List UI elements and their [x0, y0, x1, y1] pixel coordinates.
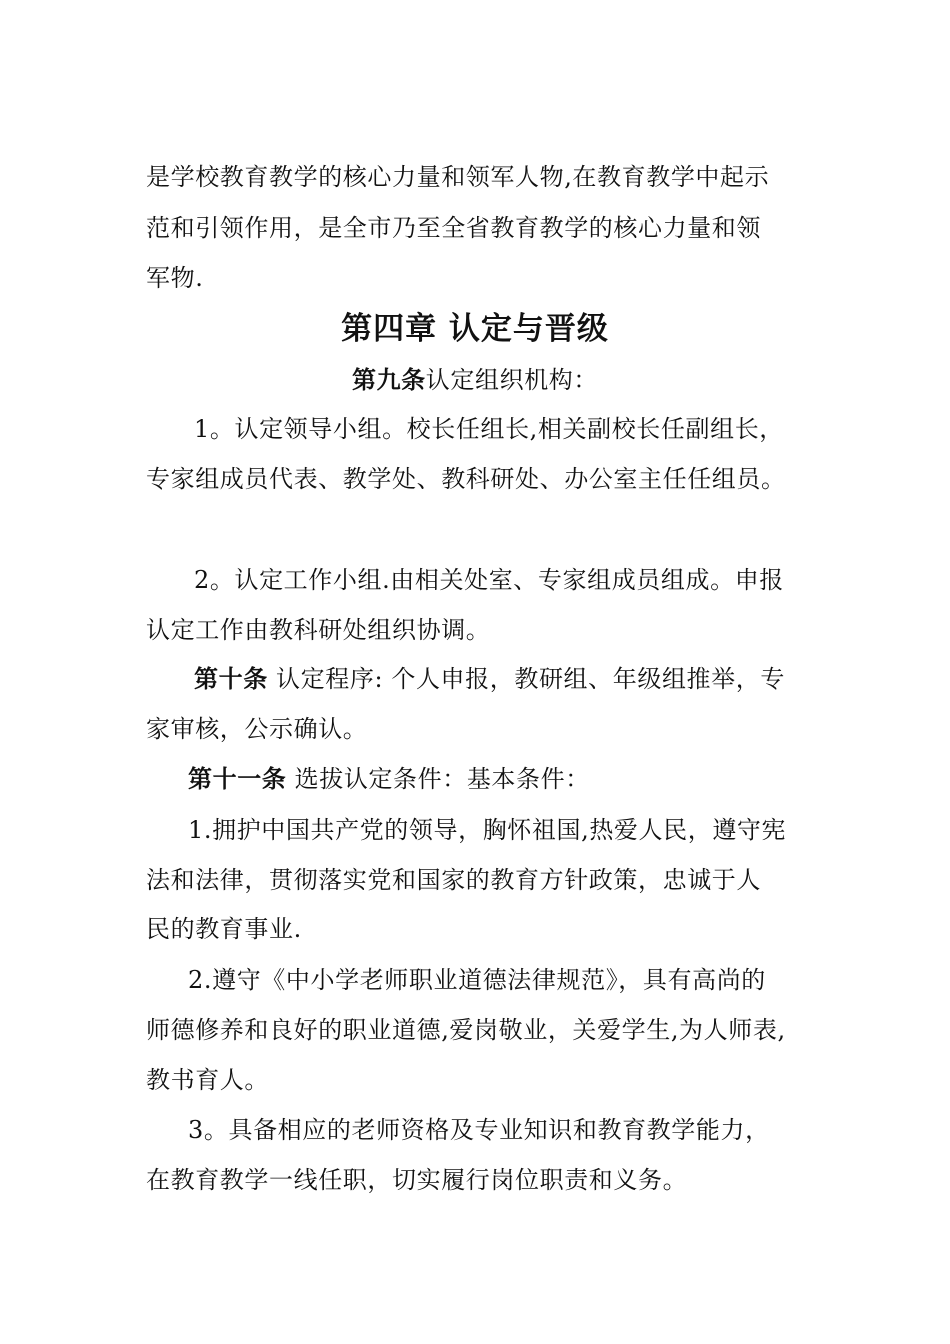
article-9-text: 认定组织机构：: [425, 366, 598, 394]
article-10-line-2: 家审核，公示确认。: [146, 715, 368, 743]
condition-1-line-1: 1.拥护中国共产党的领导，胸怀祖国,热爱人民，遵守宪: [188, 816, 787, 844]
condition-1-line-3: 民的教育事业.: [146, 915, 302, 943]
article-11-label: 第十一条: [188, 764, 287, 793]
article-9-label: 第九条: [351, 365, 426, 394]
article-11-line: [188, 764, 590, 794]
intro-line-2: 范和引领作用，是全市乃至全省教育教学的核心力量和领: [146, 214, 761, 242]
item-9-1-line-2: 专家组成员代表、教学处、教科研处、办公室主任任组员。: [146, 465, 786, 493]
article-11-text: 选拔认定条件：基本条件：: [286, 765, 590, 793]
condition-1-line-2: 法和法律，贯彻落实党和国家的教育方针政策，忠诚于人: [146, 866, 761, 894]
item-9-1-line-1: 1。认定领导小组。校长任组长,相关副校长任副组长，: [194, 415, 784, 443]
chapter-title: 第四章 认定与晋级: [341, 311, 609, 347]
condition-3-line-2: 在教育教学一线任职，切实履行岗位职责和义务。: [146, 1166, 688, 1194]
article-9-heading: [0, 365, 950, 395]
condition-2-line-2: 师德修养和良好的职业道德,爱岗敬业，关爱学生,为人师表,: [146, 1016, 786, 1044]
intro-line-1: 是学校教育教学的核心力量和领军人物,在教育教学中起示: [146, 163, 770, 191]
condition-2-line-1: 2.遵守《中小学老师职业道德法律规范》，具有高尚的: [188, 966, 766, 994]
article-10-label: 第十条: [194, 664, 268, 693]
item-9-2-line-2: 认定工作由教科研处组织协调。: [146, 616, 491, 644]
article-10-line-1: [194, 664, 785, 694]
condition-3-line-1: 3。具备相应的老师资格及专业知识和教育教学能力，: [188, 1116, 770, 1144]
item-9-2-line-1: 2。认定工作小组.由相关处室、专家组成员组成。申报: [194, 566, 784, 594]
article-10-text: 认定程序: 个人申报，教研组、年级组推举，专: [267, 665, 785, 693]
intro-line-3: 军物.: [146, 264, 204, 292]
condition-2-line-3: 教书育人。: [146, 1066, 269, 1094]
